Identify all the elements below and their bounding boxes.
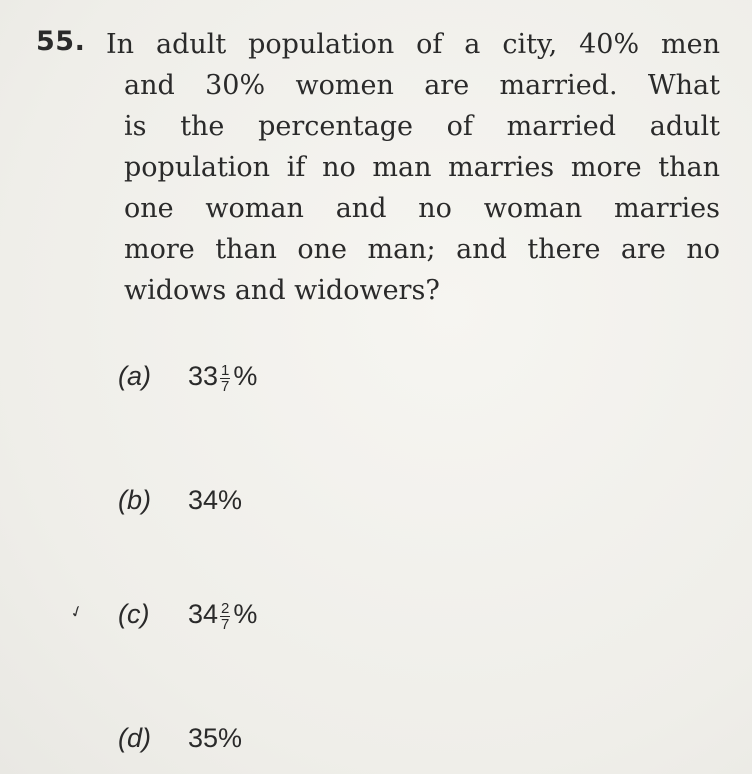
- fraction: [220, 363, 230, 394]
- fraction-numerator: 2: [221, 599, 230, 617]
- fraction: [220, 601, 230, 632]
- question-line: population if no man marries more than: [124, 152, 720, 183]
- fraction-numerator: 1: [221, 361, 230, 379]
- percent-sign: %: [233, 598, 258, 629]
- option-a[interactable]: [118, 354, 257, 398]
- question-text: [106, 24, 720, 311]
- option-d[interactable]: [118, 716, 242, 760]
- option-value: 34%: [188, 484, 243, 515]
- option-b[interactable]: [118, 478, 242, 522]
- option-letter: (b): [118, 484, 151, 515]
- option-letter: (d): [118, 722, 151, 753]
- option-c[interactable]: [118, 592, 257, 636]
- check-mark-icon: ✓: [67, 600, 87, 623]
- question-number: 55.: [36, 26, 86, 57]
- question-line: widows and widowers?: [124, 275, 440, 306]
- option-letter: (c): [118, 598, 150, 629]
- question-line: one woman and no woman marries: [124, 193, 720, 224]
- question-line: more than one man; and there are no: [124, 234, 720, 265]
- fraction-denominator: 7: [221, 377, 230, 395]
- question-line: In adult population of a city, 40% men: [106, 29, 720, 60]
- question-line: and 30% women are married. What: [124, 70, 720, 101]
- option-value: [188, 598, 258, 633]
- option-letter: (a): [118, 360, 151, 391]
- option-value: [188, 360, 258, 395]
- percent-sign: %: [233, 360, 258, 391]
- option-value: 35%: [188, 722, 243, 753]
- fraction-whole: 33: [188, 360, 219, 391]
- fraction-denominator: 7: [221, 615, 230, 633]
- question-line: is the percentage of married adult: [124, 111, 720, 142]
- fraction-whole: 34: [188, 598, 219, 629]
